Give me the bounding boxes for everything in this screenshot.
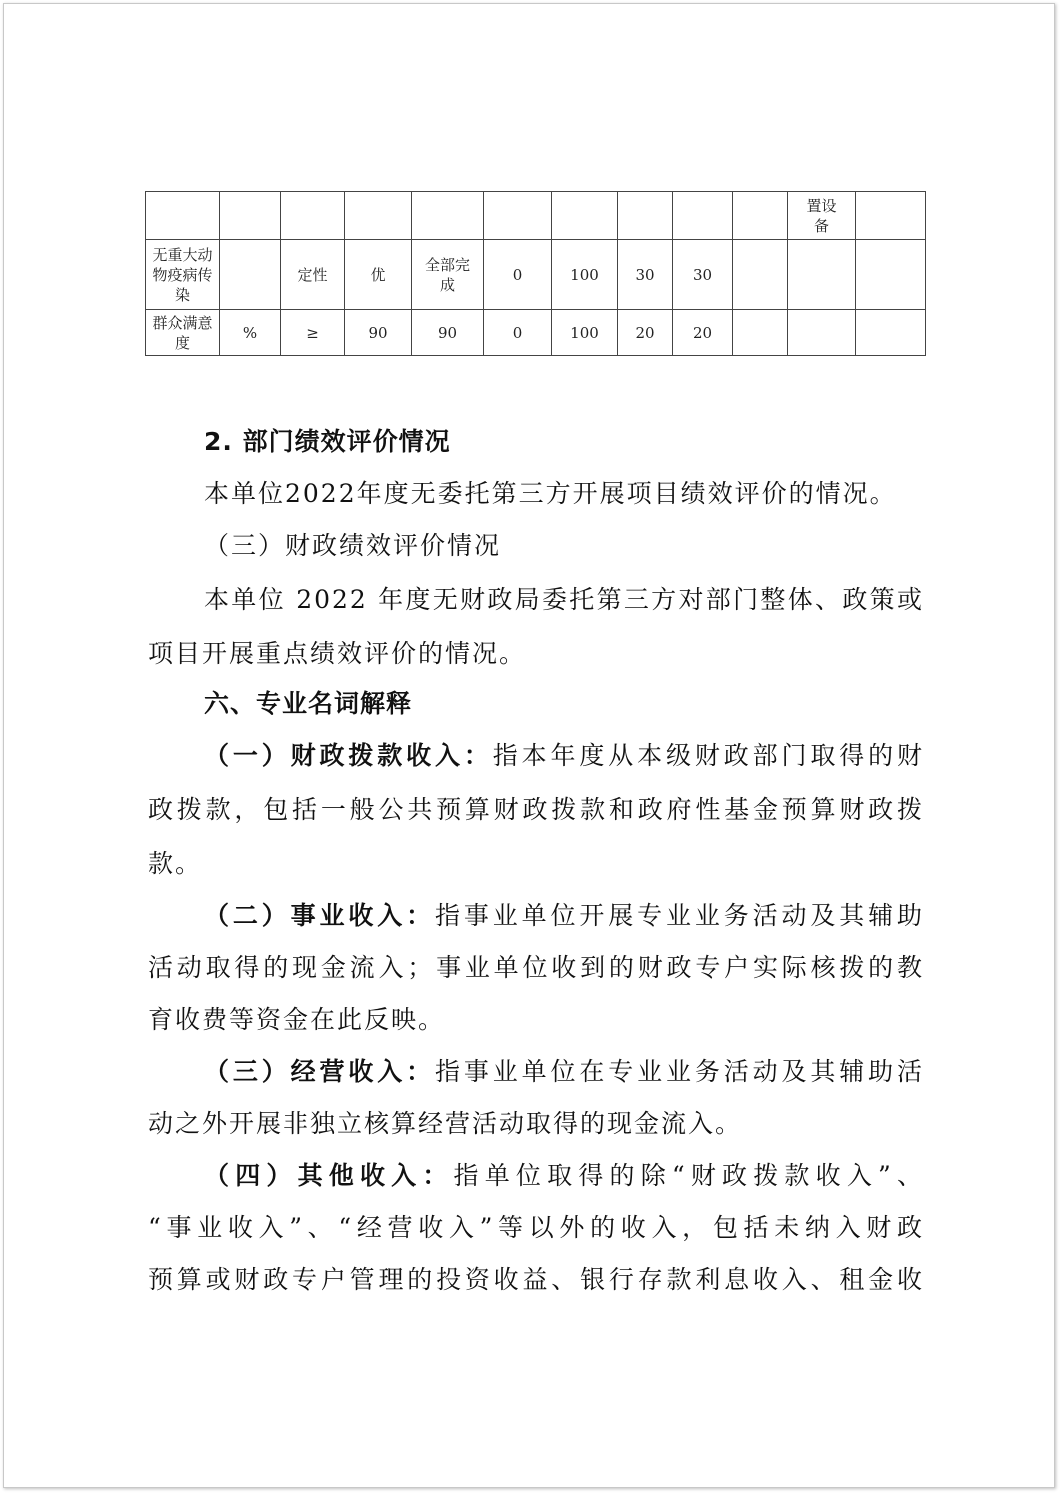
table-cell: 定性: [281, 240, 345, 310]
fiscal-eval-heading: （三）财政绩效评价情况: [204, 531, 502, 560]
table-cell: 90: [345, 310, 412, 356]
term4-text: 指单位取得的除“财政拨款收入”、: [453, 1161, 924, 1190]
term4-line2: “事业收入”、“经营收入”等以外的收入，包括未纳入财政: [148, 1213, 924, 1242]
table-cell: 置设备: [788, 192, 856, 240]
term2-line1: [148, 889, 924, 943]
term1-line3: 款。: [148, 849, 203, 878]
table-cell: [733, 192, 788, 240]
table-cell: 无重大动物疫病传染: [146, 240, 220, 310]
table-cell: [552, 192, 618, 240]
table-cell: 20: [618, 310, 673, 356]
table-cell: [856, 310, 926, 356]
table-cell: 优: [345, 240, 412, 310]
term1-line2: 政拨款，包括一般公共预算财政拨款和政府性基金预算财政拨: [148, 795, 924, 824]
table-cell: [146, 192, 220, 240]
table-row: [146, 192, 926, 240]
table-cell: [856, 192, 926, 240]
table-cell: [220, 240, 281, 310]
terms-heading: 六、专业名词解释: [204, 689, 413, 718]
performance-table: [145, 191, 926, 356]
table-row: [146, 240, 926, 310]
table-cell: ≥: [281, 310, 345, 356]
table-cell: 100: [552, 240, 618, 310]
table-cell: 90: [412, 310, 484, 356]
term4-line3: 预算或财政专户管理的投资收益、银行存款利息收入、租金收: [148, 1265, 924, 1294]
term3-line1: [148, 1045, 924, 1099]
table-cell: [412, 192, 484, 240]
term1-text: 指本年度从本级财政部门取得的财: [492, 741, 924, 770]
table-cell: [856, 240, 926, 310]
table-cell: 0: [484, 240, 552, 310]
table-cell: [788, 240, 856, 310]
table-cell: [484, 192, 552, 240]
dept-eval-heading: 2. 部门绩效评价情况: [204, 427, 451, 456]
table-cell: [733, 310, 788, 356]
term3-text: 指事业单位在专业业务活动及其辅助活: [435, 1057, 924, 1086]
term2-line3: 育收费等资金在此反映。: [148, 1005, 446, 1034]
table-cell: [281, 192, 345, 240]
table-cell: 群众满意度: [146, 310, 220, 356]
table-cell: 30: [673, 240, 733, 310]
term4-line1: [148, 1149, 924, 1203]
table-cell: 0: [484, 310, 552, 356]
table-cell: 全部完成: [412, 240, 484, 310]
table-row: [146, 310, 926, 356]
term4-label: （四）其他收入：: [204, 1161, 454, 1190]
table-cell: 30: [618, 240, 673, 310]
term2-label: （二）事业收入：: [204, 901, 435, 930]
fiscal-eval-text-line1: 本单位 2022 年度无财政局委托第三方对部门整体、政策或: [204, 585, 924, 614]
table-cell: [673, 192, 733, 240]
table-cell: [618, 192, 673, 240]
table-cell: [733, 240, 788, 310]
term1-label: （一）财政拨款收入：: [204, 741, 493, 770]
table-cell: 20: [673, 310, 733, 356]
term2-text: 指事业单位开展专业业务活动及其辅助: [435, 901, 924, 930]
table-cell: %: [220, 310, 281, 356]
term1-line1: [148, 729, 924, 783]
table-cell: 100: [552, 310, 618, 356]
dept-eval-text: 本单位2022年度无委托第三方开展项目绩效评价的情况。: [204, 479, 897, 508]
fiscal-eval-text-line2: 项目开展重点绩效评价的情况。: [148, 639, 527, 668]
term3-line2: 动之外开展非独立核算经营活动取得的现金流入。: [148, 1109, 743, 1138]
term3-label: （三）经营收入：: [204, 1057, 435, 1086]
table-cell: [788, 310, 856, 356]
table-cell: [220, 192, 281, 240]
table-cell: [345, 192, 412, 240]
term2-line2: 活动取得的现金流入；事业单位收到的财政专户实际核拨的教: [148, 953, 924, 982]
